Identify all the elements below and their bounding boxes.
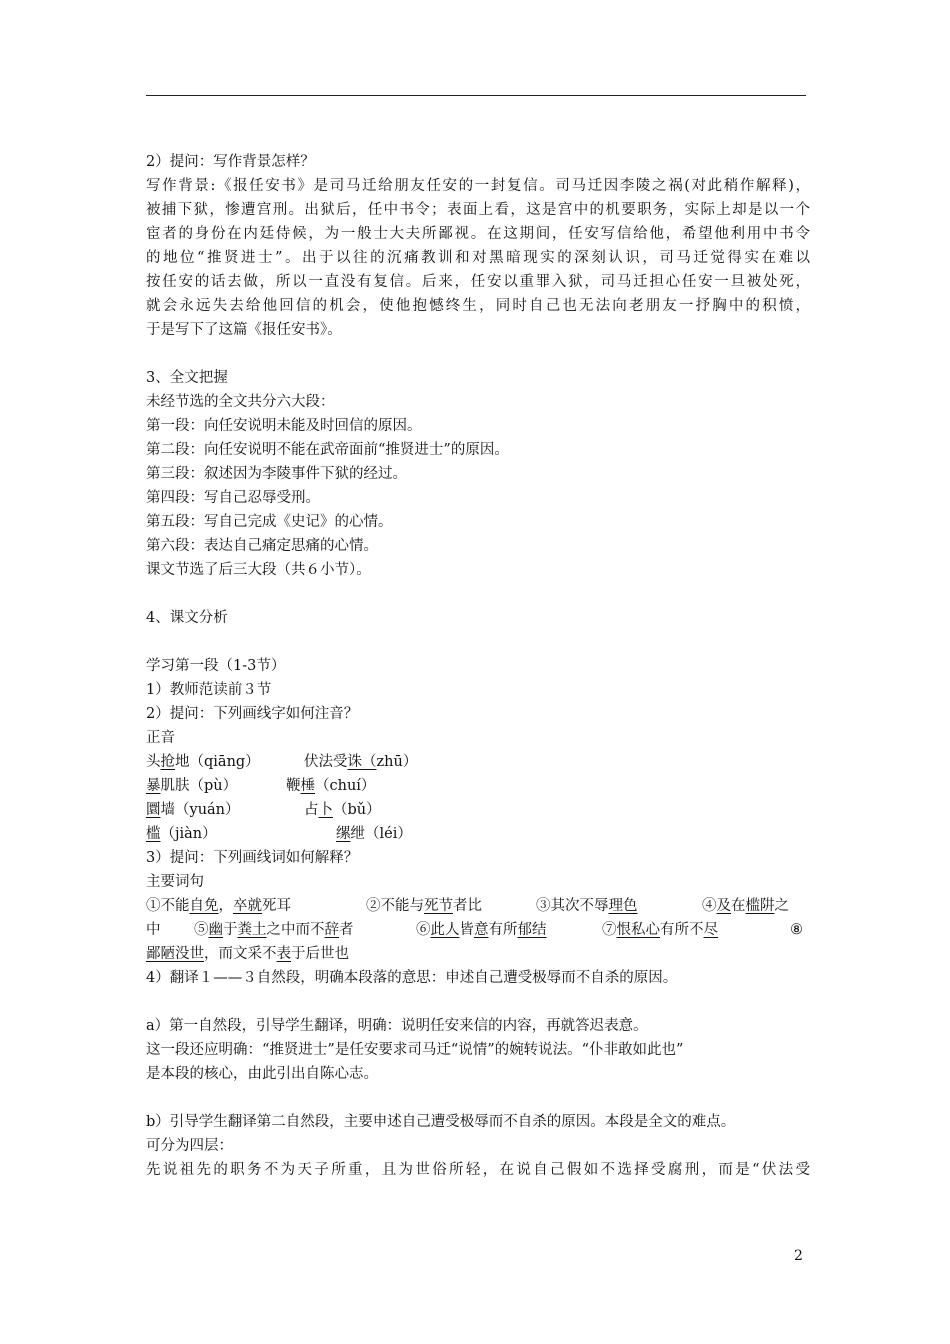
background-line-3: 宦者的身份在内廷侍候，为一般士大夫所鄙视。在这期间，任安写信给他，希望他利用中书令 [146, 226, 810, 242]
paragraph-item: 第一段：向任安说明未能及时回信的原因。 [146, 418, 422, 434]
pronunciation-heading: 正音 [146, 730, 175, 746]
part-b-line-3: 先说祖先的职务不为天子所重，且为世俗所轻，在说自己假如不选择受腐刑，而是“伏法受 [146, 1162, 810, 1178]
pronunciation-row-2: 暴肌肤（pù） 鞭棰（chuí） [146, 778, 376, 794]
page-number: 2 [794, 1248, 803, 1264]
key-words-line-2: 中 ⑤幽于粪土之中而不辞者 ⑥此人皆意有所郁结 ⑦恨私心有所不尽 ⑧ [146, 922, 803, 938]
part-a-line-1: a）第一自然段，引导学生翻译，明确：说明任安来信的内容，再就答迟表意。 [146, 1018, 648, 1034]
study-heading: 学习第一段（1-3节） [146, 658, 286, 674]
paragraph-item: 第六段：表达自己痛定思痛的心情。 [146, 538, 378, 554]
part-a-line-3: 是本段的核心，由此引出自陈心志。 [146, 1066, 378, 1082]
background-line-7: 于是写下了这篇《报任安书》。 [146, 322, 342, 338]
pronunciation-row-4: 槛（jiàn） 缧绁（léi） [146, 826, 412, 842]
key-words-heading: 主要词句 [146, 874, 204, 890]
background-line-5: 按任安的话去做，所以一直没有复信。后来，任安以重罪入狱，司马迁担心任安一旦被处死， [146, 274, 810, 290]
document-body [146, 150, 810, 1182]
key-words-line-1: ①不能自免，卒就死耳 ②不能与死节者比 ③其次不辱理色 ④及在槛阱之 [146, 898, 789, 914]
step-2: 2）提问：下列画线字如何注音？ [146, 706, 359, 722]
background-line-4: 的地位“推贤进士”。出于以往的沉痛教训和对黑暗现实的深刻认识，司马迁觉得实在难以 [146, 250, 810, 266]
step-1: 1）教师范读前３节 [146, 682, 272, 698]
part-b-line-2: 可分为四层： [146, 1138, 233, 1154]
background-line-1: 写作背景:《报任安书》是司马迁给朋友任安的一封复信。司马迁因李陵之祸(对此稍作解释)， [146, 178, 810, 194]
pronunciation-row-3: 圜墙（yuán） 占卜（bǔ） [146, 802, 381, 818]
selection-note: 课文节选了后三大段（共６小节）。 [146, 562, 371, 578]
section3-title: 3、全文把握 [146, 370, 228, 386]
part-b-line-1: b）引导学生翻译第二自然段，主要申述自己遭受极辱而不自杀的原因。本段是全文的难点。 [146, 1114, 736, 1130]
background-line-6: 就会永远失去给他回信的机会，使他抱憾终生，同时自己也无法向老朋友一抒胸中的积愤， [146, 298, 810, 314]
section4-title: 4、课文分析 [146, 610, 228, 626]
part-a-line-2: 这一段还应明确：“推贤进士”是任安要求司马迁“说情”的婉转说法。“仆非敢如此也” [146, 1042, 684, 1058]
paragraph-item: 第三段：叙述因为李陵事件下狱的经过。 [146, 466, 407, 482]
section2-question: 2）提问：写作背景怎样？ [146, 154, 315, 170]
paragraph-item: 第二段：向任安说明不能在武帝面前“推贤进士”的原因。 [146, 442, 509, 458]
step-3: 3）提问：下列画线词如何解释？ [146, 850, 359, 866]
section3-intro: 未经节选的全文共分六大段： [146, 394, 335, 410]
paragraph-item: 第五段：写自己完成《史记》的心情。 [146, 514, 393, 530]
paragraph-item: 第四段：写自己忍辱受刑。 [146, 490, 320, 506]
key-words-line-3: 鄙陋没世，而文采不表于后世也 [146, 946, 349, 962]
pronunciation-row-1: 头抢地（qiāng） 伏法受诛（zhū） [146, 754, 418, 770]
background-line-2: 被捕下狱，惨遭宫刑。出狱后，任中书令；表面上看，这是宫中的机要职务，实际上却是以一个 [146, 202, 810, 218]
step-4: 4）翻译１——３自然段，明确本段落的意思：申述自己遭受极辱而不自杀的原因。 [146, 970, 678, 986]
header-rule [146, 95, 806, 96]
